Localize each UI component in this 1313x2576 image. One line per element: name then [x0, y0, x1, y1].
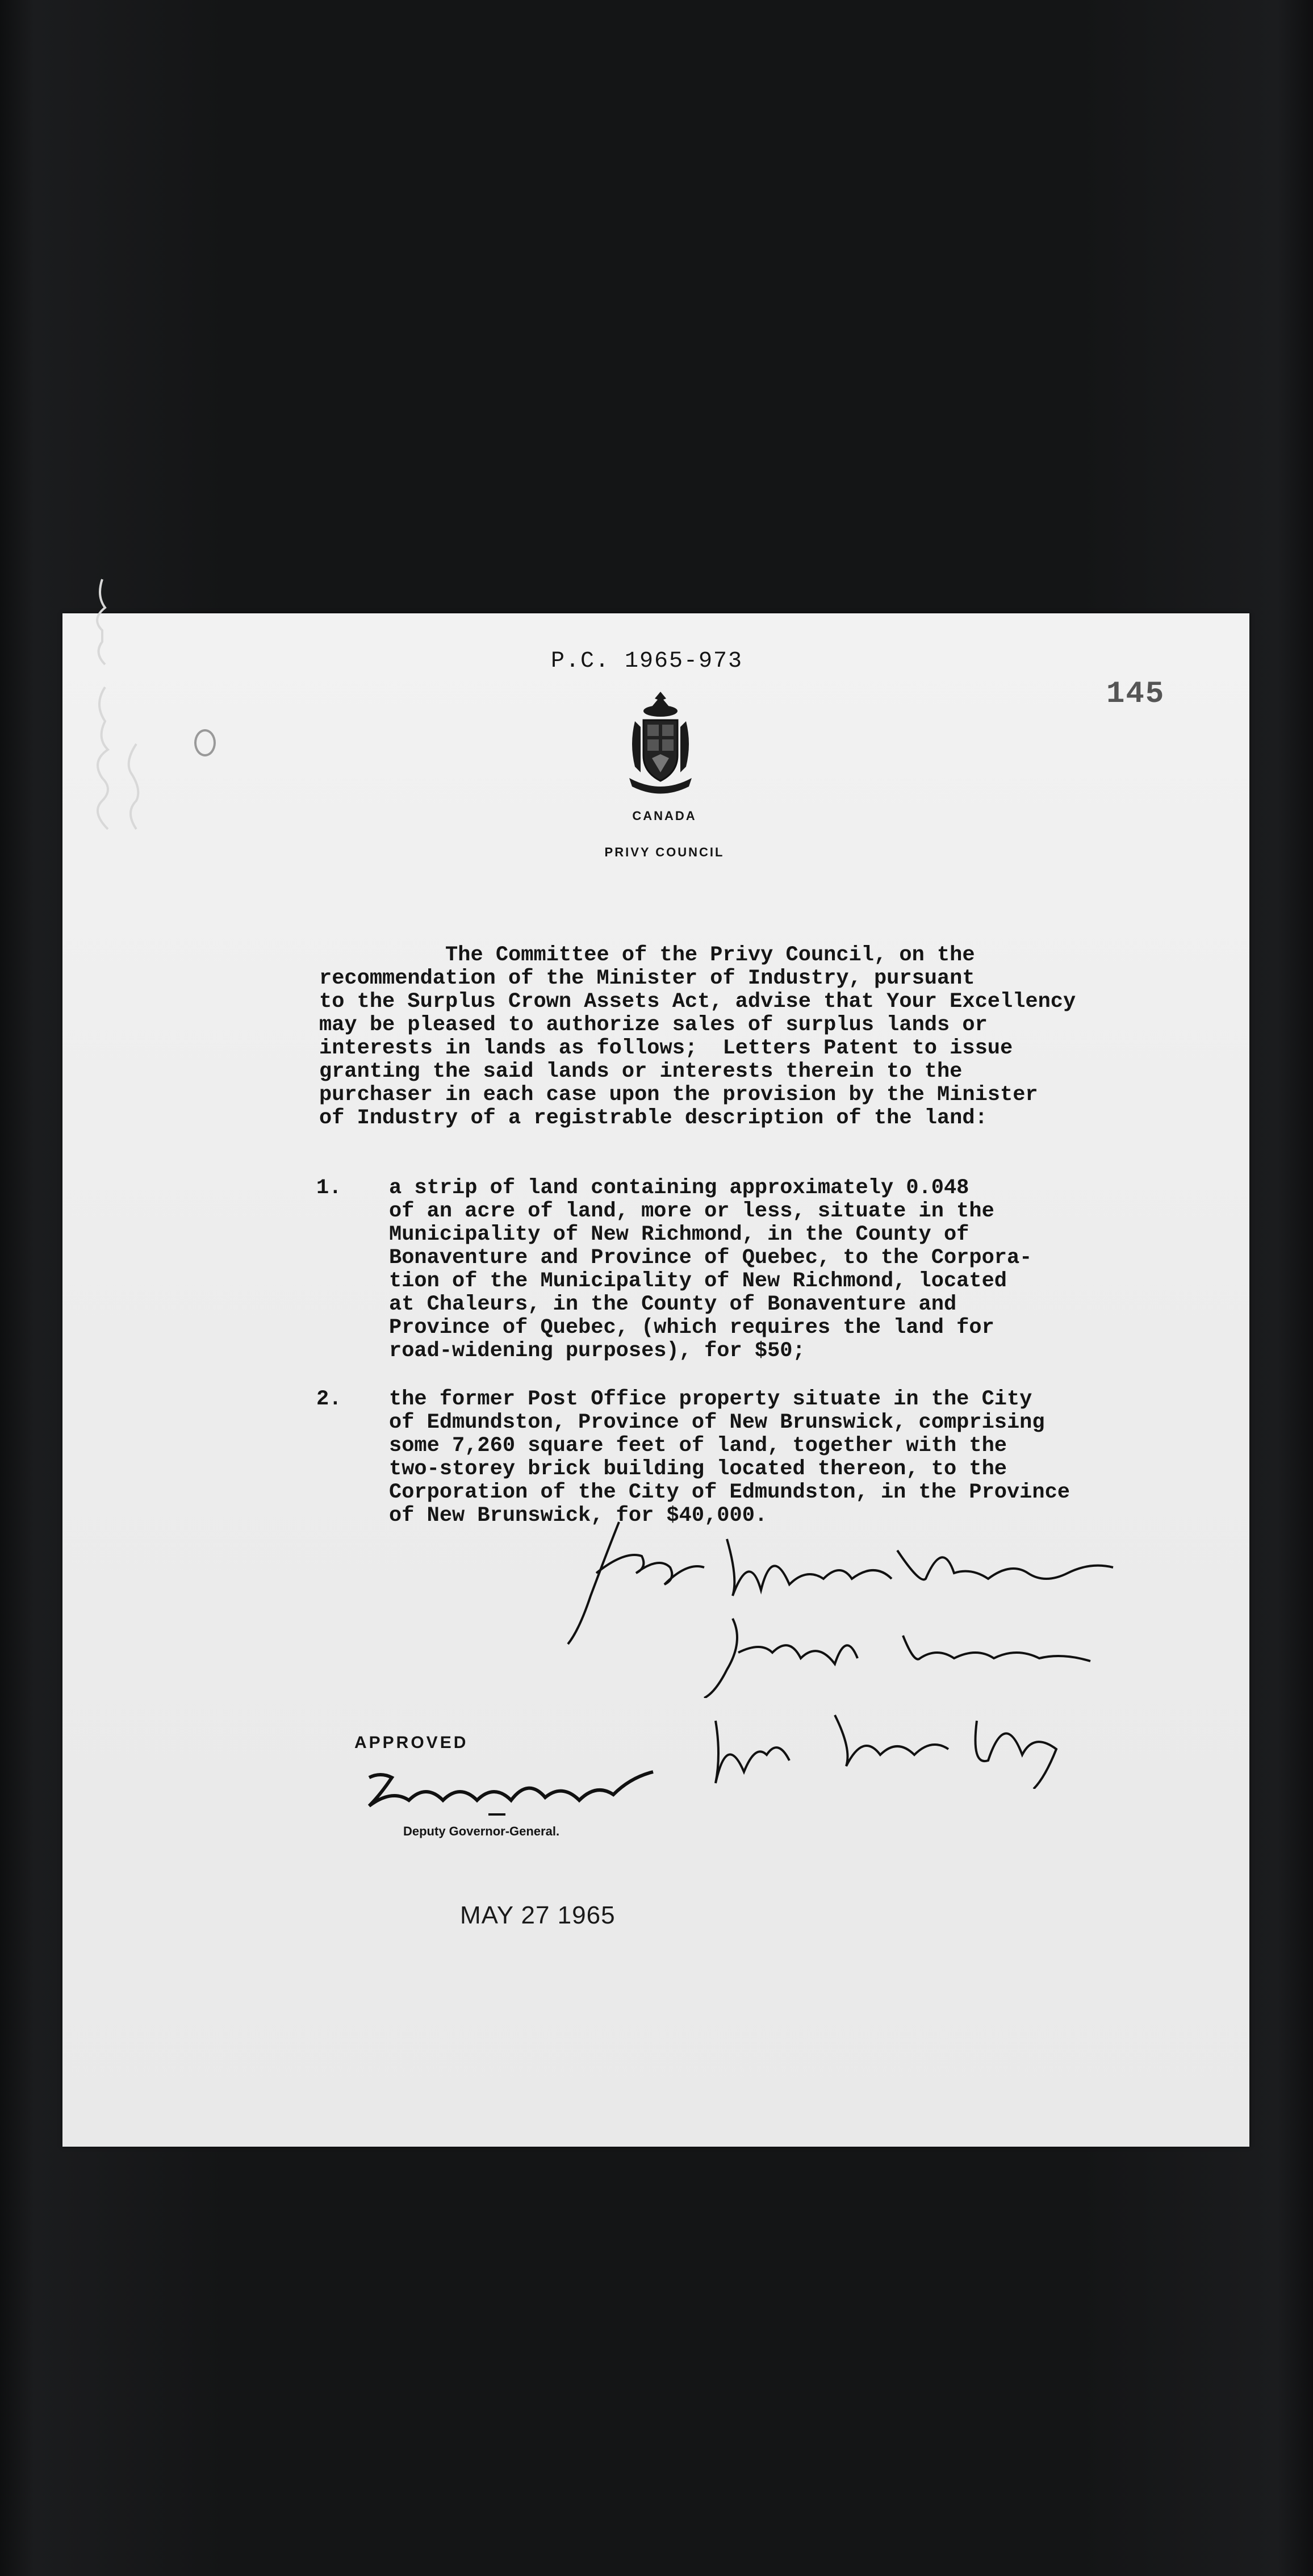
- item-text: a strip of land containing approximately 0.048 of an acre of land, more or less, situate in the Municipality of New Richmond, in the County of Bonaventure and Province of Quebec, to the Corpora- tion of the Municipality of New Richmond, located at Chaleurs, in the County of Bonaventure and Province of Quebec, (which requires the land for road-widening purposes), for $50;: [389, 1176, 1032, 1363]
- item-number: 2.: [316, 1387, 342, 1411]
- item-number: 1.: [316, 1176, 342, 1200]
- order-in-council-number: P.C. 1965-973: [551, 649, 743, 674]
- coat-of-arms-icon: [618, 687, 703, 801]
- third-signature: [704, 1687, 1136, 1789]
- page-number: 145: [1106, 677, 1165, 712]
- handwritten-margin-note: [34, 568, 148, 835]
- approval-date-stamp: MAY 27 1965: [460, 1901, 616, 1929]
- document-page: [62, 613, 1249, 2147]
- punch-hole-mark: [194, 729, 216, 756]
- privy-council-label: PRIVY COUNCIL: [604, 845, 725, 859]
- second-signature: [699, 1607, 1119, 1698]
- approved-label: APPROVED: [354, 1733, 469, 1752]
- item-text: the former Post Office property situate in the City of Edmundston, Province of New Brunswick, comprising some 7,260 square feet of land, together with the two-storey brick building located thereon, to the Corporation of the City of Edmundston, in the Province of New Brunswick, for $40,000.: [389, 1387, 1070, 1528]
- deputy-governor-signature: [358, 1760, 676, 1823]
- deputy-governor-label: Deputy Governor-General.: [403, 1824, 560, 1838]
- recommendation-paragraph: The Committee of the Privy Council, on the recommendation of the Minister of Industry, pursuant to the Surplus Crown Assets Act, advise that Your Excellency may be pleased to authorize sales of surplus lands or interests in lands as follows; Letters Patent to issue granting the said lands or interests therein to the purchaser in each case upon the provision by the Minister of Industry of a registrable description of the land:: [319, 943, 1076, 1130]
- crest-label: CANADA: [632, 809, 697, 823]
